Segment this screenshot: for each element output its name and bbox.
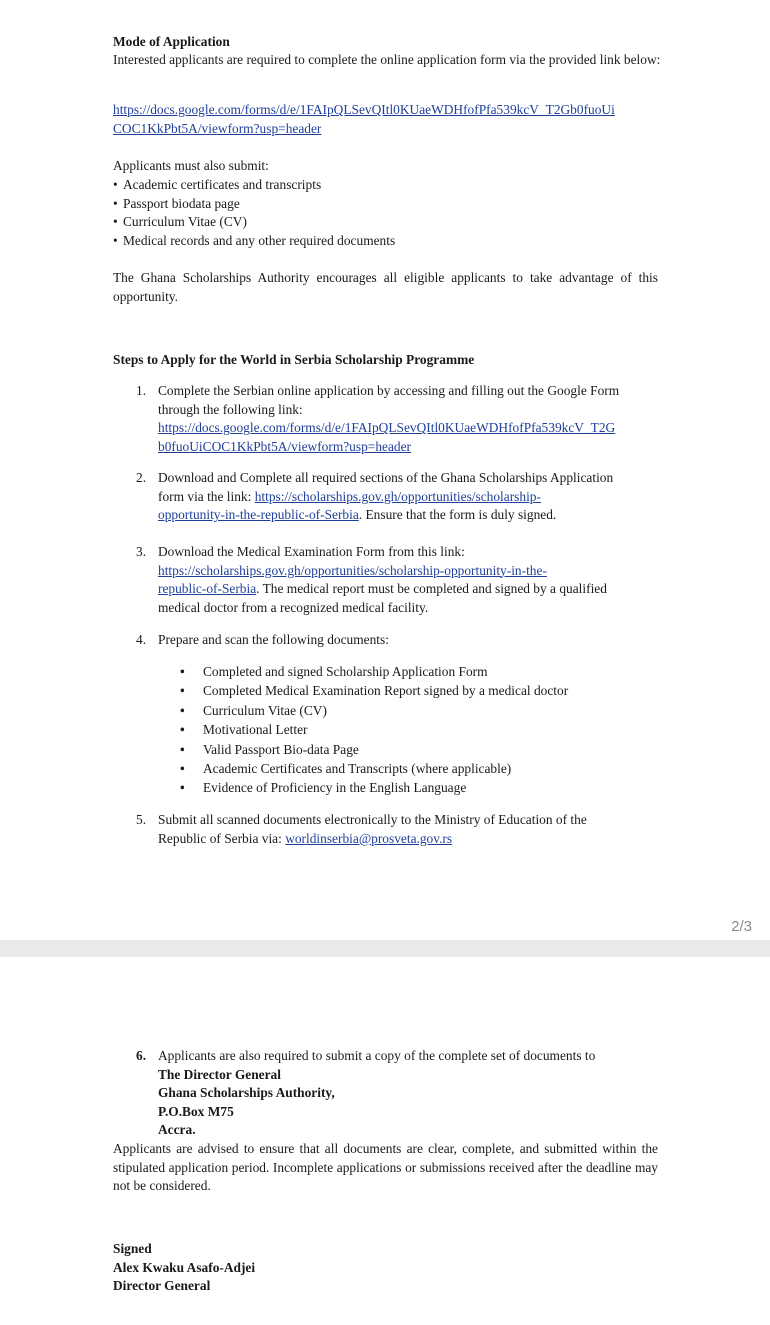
signatory-title: Director General — [113, 1278, 211, 1294]
step-number: 6. — [136, 1048, 147, 1063]
list-item: • Curriculum Vitae (CV) — [180, 702, 650, 721]
steps-heading: Steps to Apply for the World in Serbia Scholarship Programme — [113, 352, 475, 367]
list-item: • Passport biodata page — [113, 195, 658, 214]
page-number: 2/3 — [731, 918, 752, 935]
ghana-form-link-b[interactable]: opportunity-in-the-republic-of-Serbia — [158, 507, 359, 523]
step-number: 3. — [136, 544, 147, 559]
list-item: • Evidence of Proficiency in the English Language — [180, 779, 650, 798]
list-item: • Curriculum Vitae (CV) — [113, 213, 658, 232]
list-item: • Valid Passport Bio-data Page — [180, 741, 650, 760]
step-text: Download the Medical Examination Form from this link: — [158, 544, 465, 559]
step-number: 5. — [136, 812, 147, 827]
step-text: medical doctor from a recognized medical facility. — [158, 599, 429, 615]
application-link[interactable] — [113, 101, 673, 138]
step-text: Submit all scanned documents electronically to the Ministry of Education of the — [158, 812, 587, 827]
submit-intro: Applicants must also submit: — [113, 158, 269, 173]
address-line: Ghana Scholarships Authority, — [158, 1085, 335, 1101]
step-text: form via the link: — [158, 488, 255, 504]
mode-intro: Interested applicants are required to complete the online application form via the provided link below: — [113, 52, 661, 67]
application-link-line2[interactable]: COC1KkPbt5A/viewform?usp=header — [113, 120, 322, 136]
application-link-line1[interactable]: https://docs.google.com/forms/d/e/1FAIpQLSevQItl0KUaeWDHfofPfa539kcV_T2Gb0fuoUi — [113, 102, 615, 117]
google-form-link-line2[interactable]: b0fuoUiCOC1KkPbt5A/viewform?usp=header — [158, 438, 412, 454]
step-text: Prepare and scan the following documents: — [158, 632, 389, 647]
signature-block — [113, 1240, 658, 1296]
page-separator — [0, 940, 770, 957]
step-text: Applicants are also required to submit a copy of the complete set of documents to — [158, 1048, 596, 1063]
address-line: The Director General — [158, 1066, 281, 1082]
advice-paragraph: Applicants are advised to ensure that all documents are clear, complete, and submitted within the stipulated application period. Incomplete applications or submissions received after the deadline may not be considered. — [113, 1141, 658, 1194]
medical-form-link-b[interactable]: republic-of-Serbia — [158, 581, 257, 597]
medical-form-link-a[interactable]: https://scholarships.gov.gh/opportunities/scholarship-opportunity-in-the- — [158, 562, 547, 578]
step-number: 4. — [136, 632, 147, 647]
submit-list — [113, 176, 658, 250]
address-line: Accra. — [158, 1122, 196, 1138]
list-item: • Motivational Letter — [180, 721, 650, 740]
list-item: • Medical records and any other required documents — [113, 232, 658, 251]
ghana-form-link-a[interactable]: https://scholarships.gov.gh/opportunities/scholarship- — [254, 488, 541, 504]
step-number: 2. — [136, 470, 147, 485]
list-item: • Academic certificates and transcripts — [113, 176, 658, 195]
step-text: . Ensure that the form is duly signed. — [358, 507, 557, 523]
encourage-paragraph: The Ghana Scholarships Authority encourages all eligible applicants to take advantage of this opportunity. — [113, 270, 658, 304]
list-item: • Completed and signed Scholarship Application Form — [180, 663, 650, 682]
document-page — [0, 957, 770, 1325]
list-item: • Completed Medical Examination Report signed by a medical doctor — [180, 682, 650, 701]
signed-label: Signed — [113, 1241, 152, 1256]
ministry-email-link[interactable]: worldinserbia@prosveta.gov.rs — [285, 830, 453, 846]
mode-heading: Mode of Application — [113, 34, 230, 49]
list-item: • Academic Certificates and Transcripts (where applicable) — [180, 760, 650, 779]
google-form-link-line1[interactable]: https://docs.google.com/forms/d/e/1FAIpQLSevQItl0KUaeWDHfofPfa539kcV_T2G — [158, 420, 616, 436]
address-line: P.O.Box M75 — [158, 1103, 234, 1119]
step-text: Complete the Serbian online application by accessing and filling out the Google Form through the following link: — [158, 383, 620, 417]
signatory-name: Alex Kwaku Asafo-Adjei — [113, 1259, 256, 1275]
step-text: . The medical report must be completed and signed by a qualified — [256, 581, 607, 597]
step-text: Republic of Serbia via: — [158, 830, 286, 846]
step-number: 1. — [136, 383, 147, 398]
step-text: Download and Complete all required sections of the Ghana Scholarships Application — [158, 470, 614, 485]
documents-list — [180, 663, 650, 799]
